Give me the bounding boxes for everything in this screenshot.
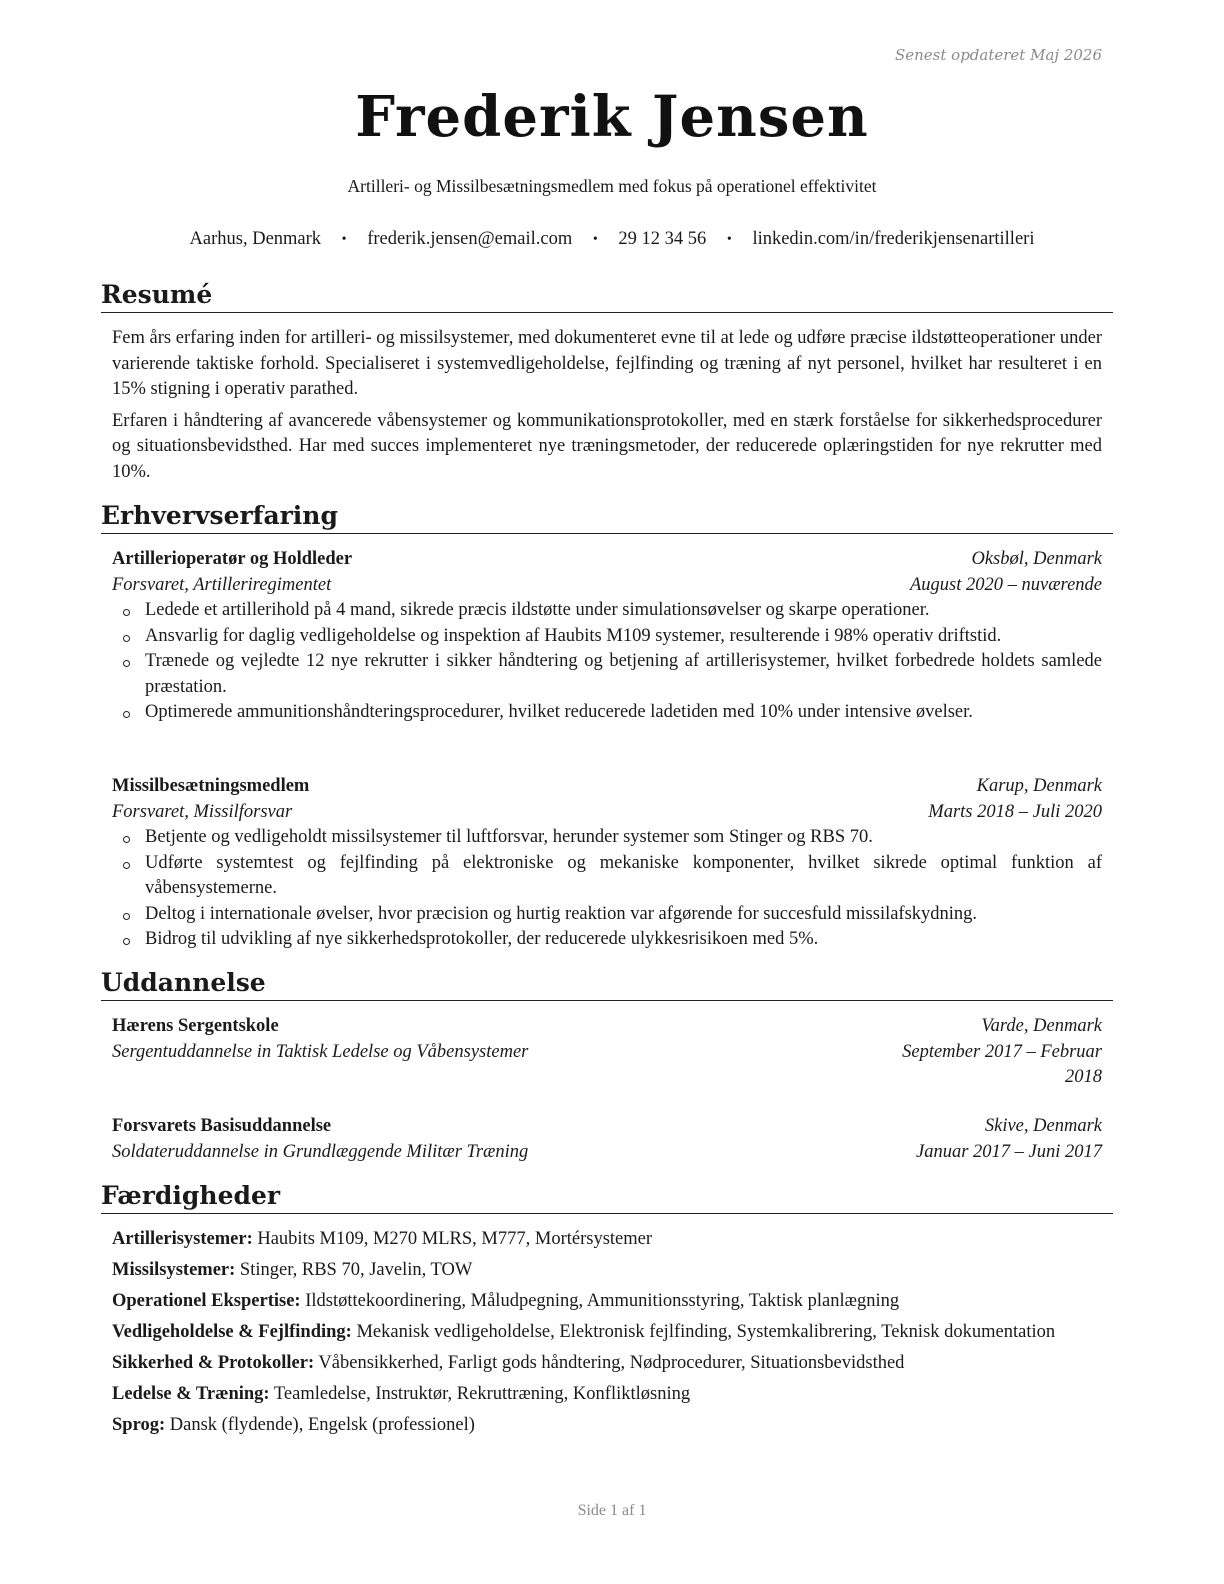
job-organization: Forsvaret, Artilleriregimentet <box>112 574 332 595</box>
job-location: Karup, Denmark <box>976 776 1102 796</box>
job-bullet: Udførte systemtest og fejlfinding på elektroniske og mekaniske komponenter, hvilket sikrede optimal funktion af våbensystemerne. <box>112 851 1102 902</box>
summary-paragraph: Erfaren i håndtering af avancerede våbensystemer og kommunikationsprotokoller, med en stærk forståelse for sikkerhedsprocedurer og situationsbevidsthed. Har med succes implementeret nye træningsmetoder, der reducerede oplæringstiden for nye rekrutter med 10%. <box>112 410 1102 482</box>
skill-value: Mekanisk vedligeholdelse, Elektronisk fejlfinding, Systemkalibrering, Teknisk dokumentation <box>356 1322 1056 1342</box>
job-bullet: Betjente og vedligeholdt missilsystemer til luftforsvar, herunder systemer som Stinger og RBS 70. <box>112 825 1102 851</box>
skill-row <box>112 1320 1102 1346</box>
skill-row <box>112 1258 1102 1284</box>
job-bullets <box>112 598 1102 726</box>
skill-value: Ildstøttekoordinering, Måludpegning, Ammunitionsstyring, Taktisk planlægning <box>305 1291 900 1311</box>
contact-separator: • <box>341 232 347 247</box>
skill-label: Sprog: <box>112 1415 166 1435</box>
skill-row <box>112 1382 1102 1408</box>
education-school: Hærens Sergentskole <box>112 1016 279 1036</box>
education-dates: Januar 2017 – Juni 2017 <box>915 1141 1102 1162</box>
skill-label: Operationel Ekspertise: <box>112 1291 301 1311</box>
job-organization: Forsvaret, Missilforsvar <box>112 801 293 822</box>
tagline: Artilleri- og Missilbesætningsmedlem med fokus på operationel effektivitet <box>347 176 877 196</box>
section-title-skills: Færdigheder <box>101 1180 1113 1214</box>
contact-email[interactable]: frederik.jensen@email.com <box>367 229 573 249</box>
job-dates: Marts 2018 – Juli 2020 <box>928 801 1102 822</box>
contact-separator: • <box>726 232 732 247</box>
skill-value: Våbensikkerhed, Farligt gods håndtering, Nødprocedurer, Situationsbevidsthed <box>318 1353 905 1373</box>
candidate-name: Frederik Jensen <box>355 84 869 150</box>
skill-value: Dansk (flydende), Engelsk (professionel) <box>169 1415 475 1435</box>
education-entry <box>112 1114 1102 1165</box>
job-bullets <box>112 825 1102 953</box>
job-bullet: Ansvarlig for daglig vedligeholdelse og inspektion af Haubits M109 systemer, resulterende i 98% operativ driftstid. <box>112 624 1102 650</box>
skill-label: Sikkerhed & Protokoller: <box>112 1353 315 1373</box>
skill-label: Vedligeholdelse & Fejlfinding: <box>112 1322 352 1342</box>
job-bullet: Bidrog til udvikling af nye sikkerhedsprotokoller, der reducerede ulykkesrisikoen med 5%. <box>112 927 1102 953</box>
skill-row <box>112 1413 1102 1439</box>
skill-row <box>112 1227 1102 1253</box>
education-program: Sergentuddannelse in Taktisk Ledelse og Våbensystemer <box>112 1041 529 1062</box>
job-role: Missilbesætningsmedlem <box>112 776 310 796</box>
education-location: Varde, Denmark <box>981 1016 1102 1036</box>
page-number: Side 1 af 1 <box>577 1502 647 1519</box>
skill-row <box>112 1289 1102 1315</box>
last-updated: Senest opdateret Maj 2026 <box>894 46 1102 64</box>
job-role: Artillerioperatør og Holdleder <box>112 549 353 569</box>
skill-label: Artillerisystemer: <box>112 1229 253 1249</box>
skill-label: Ledelse & Træning: <box>112 1384 270 1404</box>
education-program: Soldateruddannelse in Grundlæggende Militær Træning <box>112 1141 529 1162</box>
section-title-education: Uddannelse <box>101 967 1113 1001</box>
job-entry <box>112 547 1102 726</box>
job-bullet: Optimerede ammunitionshåndteringsprocedurer, hvilket reducerede ladetiden med 10% under intensive øvelser. <box>112 700 1102 726</box>
skill-row <box>112 1351 1102 1377</box>
education-location: Skive, Denmark <box>984 1116 1102 1136</box>
skill-value: Haubits M109, M270 MLRS, M777, Mortérsystemer <box>257 1229 653 1249</box>
job-entry <box>112 774 1102 953</box>
job-bullet: Ledede et artillerihold på 4 mand, sikrede præcis ildstøtte under simulationsøvelser og skarpe operationer. <box>112 598 1102 624</box>
summary-body <box>112 326 1102 491</box>
contact-location: Aarhus, Denmark <box>189 229 322 249</box>
job-bullet: Trænede og vejledte 12 nye rekrutter i sikker håndtering og betjening af artillerisystemer, hvilket forbedrede holdets samlede præstation. <box>112 649 1102 700</box>
education-school: Forsvarets Basisuddannelse <box>112 1116 332 1136</box>
contact-separator: • <box>592 232 598 247</box>
skill-value: Teamledelse, Instruktør, Rekruttræning, Konfliktløsning <box>273 1384 691 1404</box>
education-dates-line: September 2017 – Februar <box>902 1041 1102 1062</box>
education-entry <box>112 1014 1102 1091</box>
job-dates: August 2020 – nuværende <box>909 574 1102 595</box>
job-bullet: Deltog i internationale øvelser, hvor præcision og hurtig reaktion var afgørende for succesfuld missilafskydning. <box>112 902 1102 928</box>
skills-list <box>112 1227 1102 1444</box>
skill-value: Stinger, RBS 70, Javelin, TOW <box>239 1260 473 1280</box>
summary-paragraph: Fem års erfaring inden for artilleri- og missilsystemer, med dokumenteret evne til at lede og udføre præcise ildstøtteoperationer under varierende taktiske forhold. Specialiseret i systemvedligeholdelse, fejlfinding og træning af nyt personel, hvilket har resulteret i en 15% stigning i operativ parathed. <box>112 328 1102 399</box>
section-title-summary: Resumé <box>101 279 1113 313</box>
contact-linkedin[interactable]: linkedin.com/in/frederikjensenartilleri <box>752 229 1035 249</box>
contact-line <box>0 229 1224 250</box>
skill-label: Missilsystemer: <box>112 1260 236 1280</box>
section-title-experience: Erhvervserfaring <box>101 500 1113 534</box>
job-location: Oksbøl, Denmark <box>971 549 1102 569</box>
contact-phone: 29 12 34 56 <box>618 229 707 249</box>
education-dates-line: 2018 <box>1065 1067 1102 1087</box>
education-dates <box>902 1040 1102 1091</box>
